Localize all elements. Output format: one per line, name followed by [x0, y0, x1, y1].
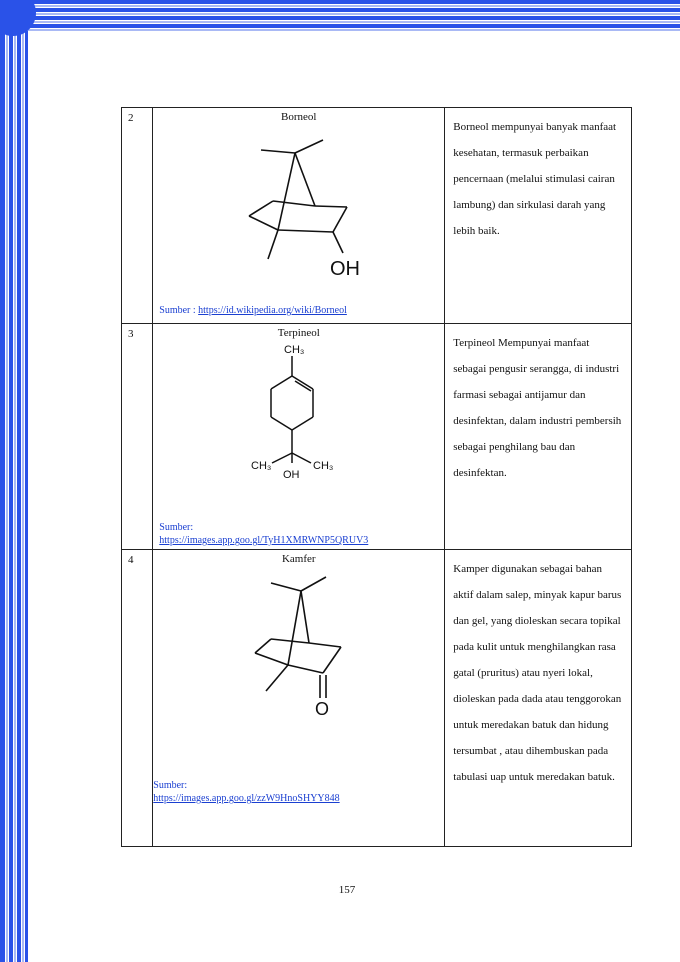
- page-number: 157: [338, 884, 356, 896]
- compound-cell: [153, 108, 445, 324]
- structure-label-ch3-right: CH₃: [313, 460, 334, 472]
- source-link[interactable]: https://images.app.goo.gl/TyH1XMRWNP5QRUV3: [159, 535, 369, 546]
- row-number: 2: [122, 108, 153, 324]
- table-row: [122, 324, 632, 550]
- structure-label-ch3-top: CH₃: [284, 344, 305, 356]
- source-line: [159, 304, 347, 317]
- compound-cell: [153, 550, 445, 847]
- source-line: [159, 521, 437, 547]
- top-border-decoration: [0, 0, 680, 38]
- structure-label-oh: OH: [283, 469, 300, 481]
- row-number: 3: [122, 324, 153, 550]
- compound-cell: [153, 324, 445, 550]
- source-prefix: Sumber :: [159, 305, 199, 316]
- compound-table: [121, 107, 632, 847]
- table-row: [122, 550, 632, 847]
- source-link[interactable]: https://images.app.goo.gl/zzW9HnoSHYY848: [153, 793, 340, 804]
- source-link[interactable]: https://id.wikipedia.org/wiki/Borneol: [198, 305, 347, 316]
- structure-label-o: O: [315, 699, 330, 719]
- structure-label-oh: OH: [330, 258, 361, 280]
- description-cell: Terpineol Mempunyai manfaat sebagai pengusir serangga, di industri farmasi sebagai antijamur dan desinfektan, dalam industri pembersih sebagai penghilang bau dan desinfektan.: [445, 324, 632, 550]
- camphor-structure: [153, 565, 444, 725]
- source-prefix: Sumber:: [153, 780, 188, 791]
- description-cell: Borneol mempunyai banyak manfaat kesehatan, termasuk perbaikan pencernaan (melalui stimulasi cairan lambung) dan sirkulasi darah yang lebih baik.: [445, 108, 632, 324]
- row-number: 4: [122, 550, 153, 847]
- structure-label-ch3-left: CH₃: [251, 460, 272, 472]
- terpineol-structure: [153, 339, 444, 489]
- compound-name: Terpineol: [277, 327, 320, 339]
- table-row: [122, 108, 632, 324]
- left-border-decoration: [0, 0, 28, 962]
- compound-name: Borneol: [281, 111, 317, 123]
- compound-name: Kamfer: [281, 553, 316, 565]
- description-cell: Kamper digunakan sebagai bahan aktif dalam salep, minyak kapur barus dan gel, yang dioleskan secara topikal pada kulit untuk menghilangkan rasa gatal (pruritus) atau nyeri lokal, dioleskan pada dada atau tenggorokan untuk meredakan batuk dan hidung tersumbat , atau dihembuskan pada tabulasi uap untuk meredakan batuk.: [445, 550, 632, 847]
- source-prefix: Sumber:: [159, 522, 194, 533]
- borneol-structure: [153, 123, 444, 283]
- source-line: [153, 779, 439, 805]
